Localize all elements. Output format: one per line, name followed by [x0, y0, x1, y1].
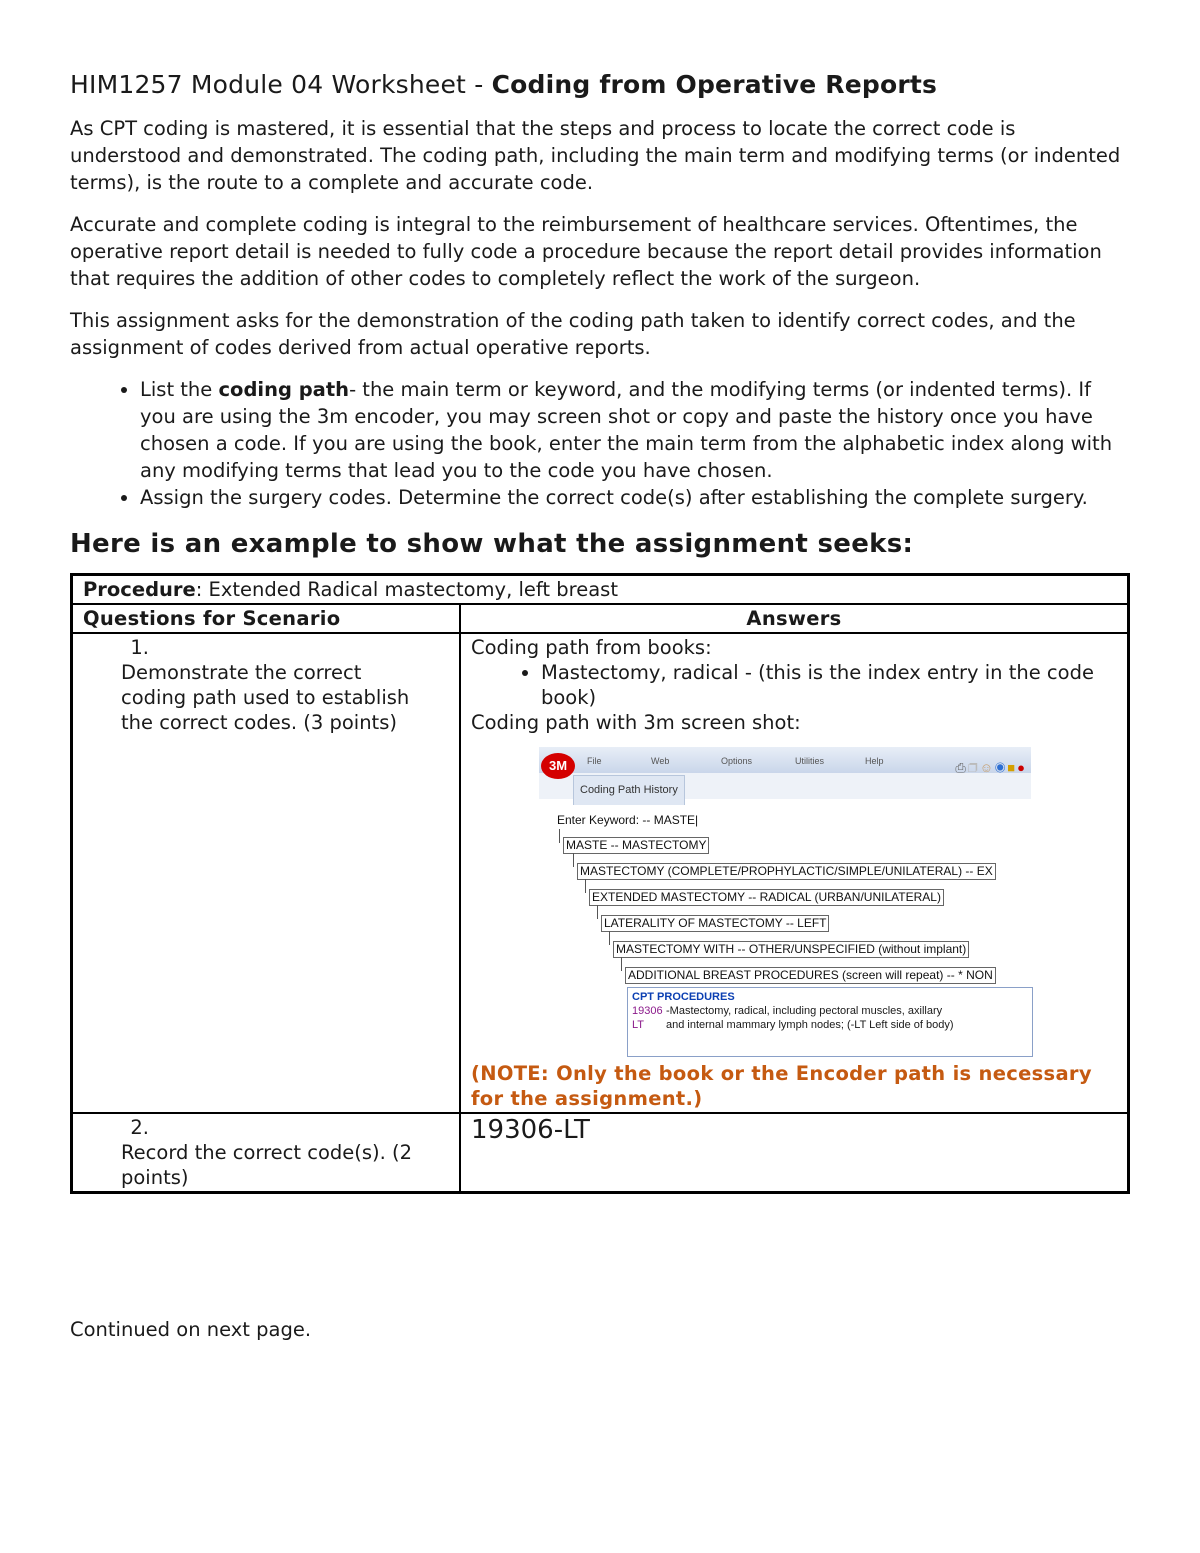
procedure-label: Procedure — [83, 578, 196, 601]
worksheet-page — [70, 70, 1132, 1194]
table-row — [72, 1113, 1129, 1193]
page-title: HIM1257 Module 04 Worksheet - Coding from Operative Reports — [70, 70, 938, 99]
example-table — [70, 573, 1130, 1194]
answer-1 — [460, 633, 1129, 1113]
page-title-bold: Coding from Operative Reports — [491, 70, 938, 99]
col-header-questions: Questions for Scenario — [72, 604, 461, 633]
toolbar-icons — [955, 755, 1027, 780]
example-heading: Here is an example to show what the assignment seeks: — [70, 529, 914, 559]
question-2: 2.Record the correct code(s). (2 points) — [121, 1116, 413, 1189]
path-node: MASTECTOMY (COMPLETE/PROPHYLACTIC/SIMPLE/UNILATERAL) -- EX — [577, 863, 996, 880]
col-header-answers: Answers — [460, 604, 1129, 633]
menu-item: Web — [651, 756, 670, 766]
copy-icon: ❐ — [967, 760, 980, 775]
path-node: LATERALITY OF MASTECTOMY -- LEFT — [601, 915, 829, 932]
table-row — [72, 633, 1129, 1113]
cpt-code: 19306 — [632, 1005, 663, 1017]
print-icon: ⎙ — [955, 760, 968, 775]
intro-paragraph-2: Accurate and complete coding is integral to the reimbursement of healthcare services. Oftentimes, the operative report detail is needed to fully code a procedure because the report detail provides information that requires the addition of other codes to completely reflect the work of the surgeon. — [70, 213, 1102, 290]
intro-paragraph-1: As CPT coding is mastered, it is essential that the steps and process to locate the correct code is understood and demonstrated. The coding path, including the main term and modifying terms (or indented terms), is the route to a complete and accurate code. — [70, 117, 1121, 194]
path-node: ADDITIONAL BREAST PROCEDURES (screen will repeat) -- * NON — [625, 967, 996, 984]
instruction-item-coding-path: • List the coding path- the main term or keyword, and the modifying terms (or indented terms). If you are using the 3m encoder, you may screen shot or copy and paste the history once you have chosen a code. If you are using the book, enter the main term from the alphabetic index along with any modifying terms that lead you to the code you have chosen. — [140, 376, 1132, 484]
keyword-line: Enter Keyword: -- MASTE| — [557, 813, 699, 827]
answer-code: 19306-LT — [471, 1115, 590, 1145]
notes-icon: ■ — [1007, 760, 1018, 775]
menu-item: Options — [721, 756, 753, 766]
menu-item: File — [587, 756, 602, 766]
books-path-item: • Mastectomy, radical - (this is the index entry in the code book) — [541, 660, 1117, 710]
help-icon: ◉ — [994, 760, 1008, 775]
intro-paragraph-3: This assignment asks for the demonstration of the coding path taken to identify correct codes, and the assignment of codes derived from actual operative reports. — [70, 309, 1076, 359]
menu-item: Utilities — [795, 756, 825, 766]
note-text: (NOTE: Only the book or the Encoder path is necessary for the assignment.) — [471, 1062, 1092, 1110]
cpt-result-box: CPT PROCEDURES 19306 -Mastectomy, radical, including pectoral muscles, axillary LT and internal mammary lymph nodes; (-LT Left side of body) — [627, 987, 1033, 1057]
instruction-list — [70, 376, 1132, 511]
instruction-item-assign-codes: • Assign the surgery codes. Determine the correct code(s) after establishing the complete surgery. — [140, 484, 1132, 511]
books-path-list — [471, 660, 1117, 710]
cpt-result-header: CPT PROCEDURES — [632, 991, 735, 1003]
3m-path-label: Coding path with 3m screen shot: — [471, 711, 801, 734]
path-node: EXTENDED MASTECTOMY -- RADICAL (URBAN/UNILATERAL) — [589, 889, 944, 906]
user-icon: ☺ — [979, 760, 995, 775]
cpt-modifier: LT — [632, 1019, 645, 1031]
menu-item: Help — [865, 756, 884, 766]
procedure-row — [72, 575, 1129, 605]
path-node: MASTE -- MASTECTOMY — [563, 837, 709, 854]
exit-icon: ● — [1017, 760, 1027, 775]
books-path-label: Coding path from books: — [471, 636, 712, 659]
3m-logo: 3M — [541, 753, 575, 779]
procedure-value: : Extended Radical mastectomy, left breast — [195, 578, 618, 601]
coding-path-history-tab: Coding Path History — [573, 775, 685, 805]
question-1: 1.Demonstrate the correct coding path used to establish the correct codes. (3 points) — [121, 636, 410, 734]
path-node: MASTECTOMY WITH -- OTHER/UNSPECIFIED (without implant) — [613, 941, 969, 958]
table-header-row — [72, 604, 1129, 633]
continued-note: Continued on next page. — [70, 1318, 312, 1341]
3m-screenshot — [539, 747, 1031, 1055]
